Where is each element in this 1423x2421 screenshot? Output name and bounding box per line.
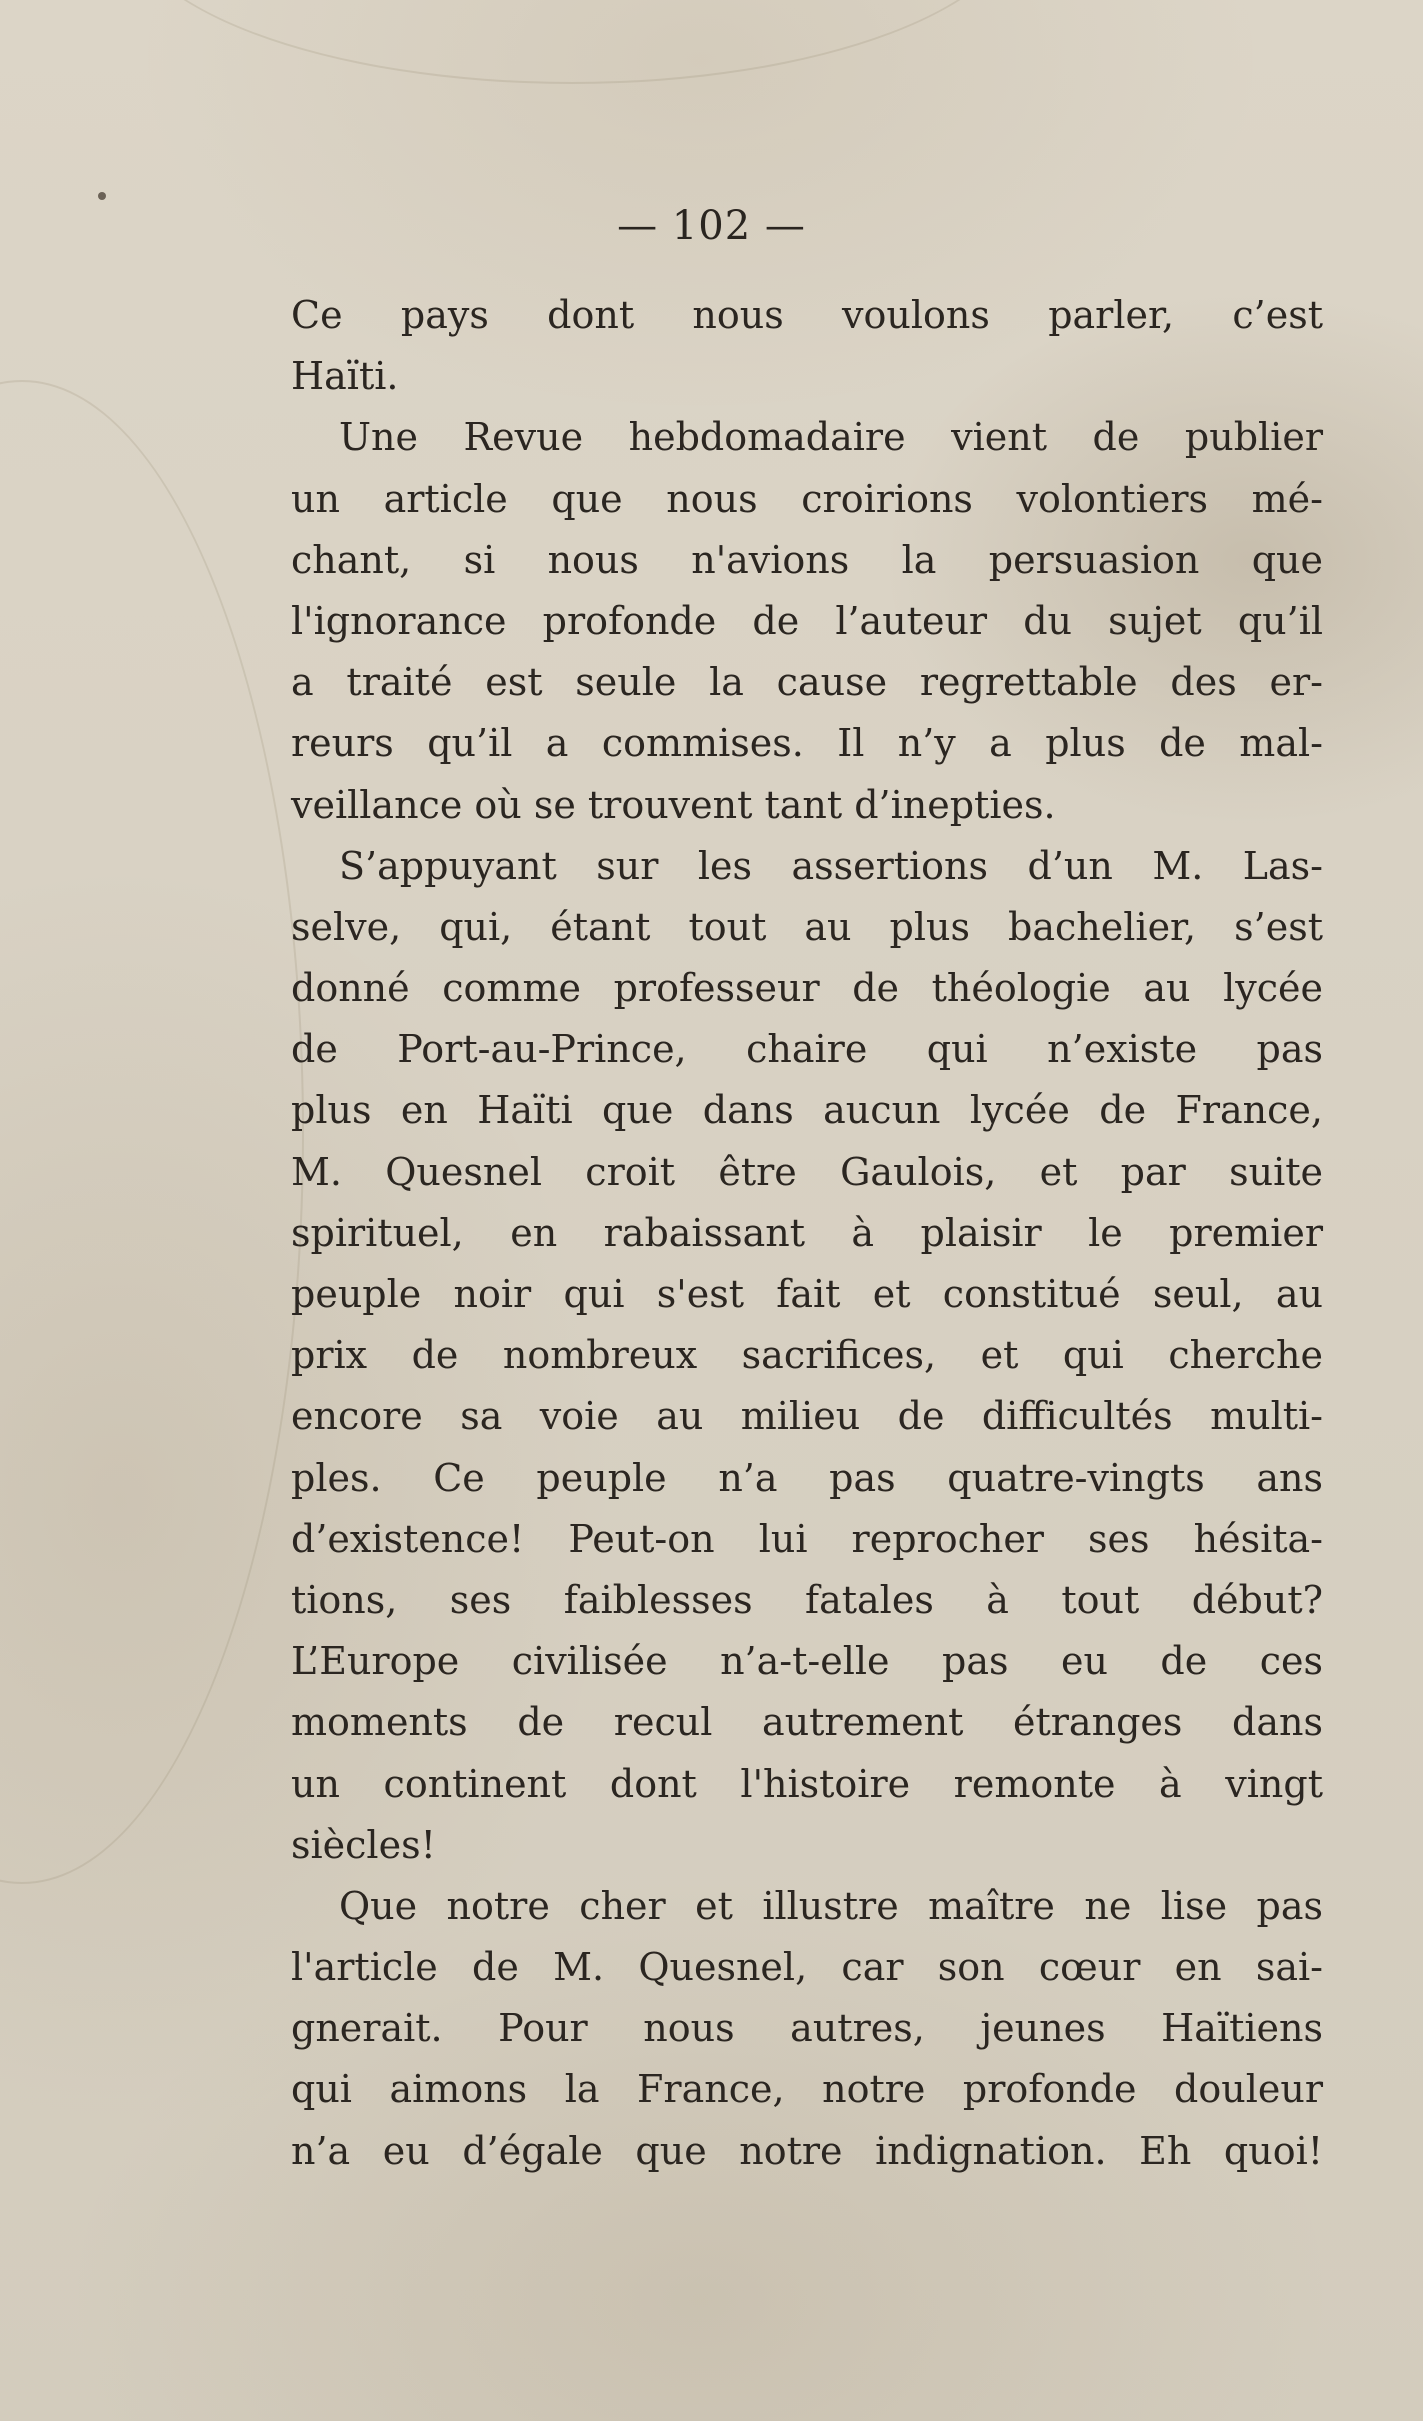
text-line: plus en Haïti que dans aucun lycée de France, xyxy=(291,1088,1323,1133)
text-line: encore sa voie au milieu de difficultés multi- xyxy=(291,1394,1323,1439)
text-line: a traité est seule la cause regrettable des er- xyxy=(291,660,1323,705)
text-line: gnerait. Pour nous autres, jeunes Haïtiens xyxy=(291,2006,1323,2051)
text-line: veillance où se trouvent tant d’inepties. xyxy=(291,782,1056,827)
text-line: chant, si nous n'avions la persuasion que xyxy=(291,537,1323,582)
text-line: L’Europe civilisée n’a-t-elle pas eu de ces xyxy=(291,1639,1323,1684)
text-line: d’existence! Peut-on lui reprocher ses hésita- xyxy=(291,1516,1323,1561)
text-line: siècles! xyxy=(291,1822,436,1867)
text-line: n’a eu d’égale que notre indignation. Eh quoi! xyxy=(291,2128,1323,2173)
ink-speck xyxy=(98,192,106,200)
text-line: l'article de M. Quesnel, car son cœur en sai- xyxy=(291,1945,1323,1990)
text-line: ples. Ce peuple n’a pas quatre-vingts ans xyxy=(291,1455,1323,1500)
text-line: spirituel, en rabaissant à plaisir le premier xyxy=(291,1210,1323,1255)
text-line: un article que nous croirions volontiers mé- xyxy=(291,476,1323,521)
text-line: M. Quesnel croit être Gaulois, et par suite xyxy=(291,1149,1323,1194)
text-line: tions, ses faiblesses fatales à tout début? xyxy=(291,1577,1323,1622)
text-line: S’appuyant sur les assertions d’un M. Las- xyxy=(339,843,1323,888)
text-line: Haïti. xyxy=(291,354,399,399)
text-line: prix de nombreux sacrifices, et qui cherche xyxy=(291,1333,1323,1378)
text-line: moments de recul autrement étranges dans xyxy=(291,1700,1323,1745)
text-line: Ce pays dont nous voulons parler, c’est xyxy=(291,293,1323,337)
water-stain xyxy=(120,0,1024,84)
text-line: qui aimons la France, notre profonde douleur xyxy=(291,2067,1323,2112)
text-line: un continent dont l'histoire remonte à vingt xyxy=(291,1761,1323,1806)
body-text xyxy=(291,285,1323,2182)
text-line: l'ignorance profonde de l’auteur du sujet qu’il xyxy=(291,598,1323,643)
text-line: Que notre cher et illustre maître ne lise pas xyxy=(339,1883,1323,1928)
text-line: reurs qu’il a commises. Il n’y a plus de mal- xyxy=(291,721,1323,766)
text-line: selve, qui, étant tout au plus bachelier, s’est xyxy=(291,904,1323,949)
text-line: donné comme professeur de théologie au lycée xyxy=(291,966,1323,1011)
text-line: de Port-au-Prince, chaire qui n’existe pas xyxy=(291,1027,1323,1072)
page-number: — 102 — xyxy=(617,203,806,249)
text-line: Une Revue hebdomadaire vient de publier xyxy=(339,415,1323,460)
text-line: peuple noir qui s'est fait et constitué seul, au xyxy=(291,1272,1323,1316)
water-stain xyxy=(0,380,304,1884)
